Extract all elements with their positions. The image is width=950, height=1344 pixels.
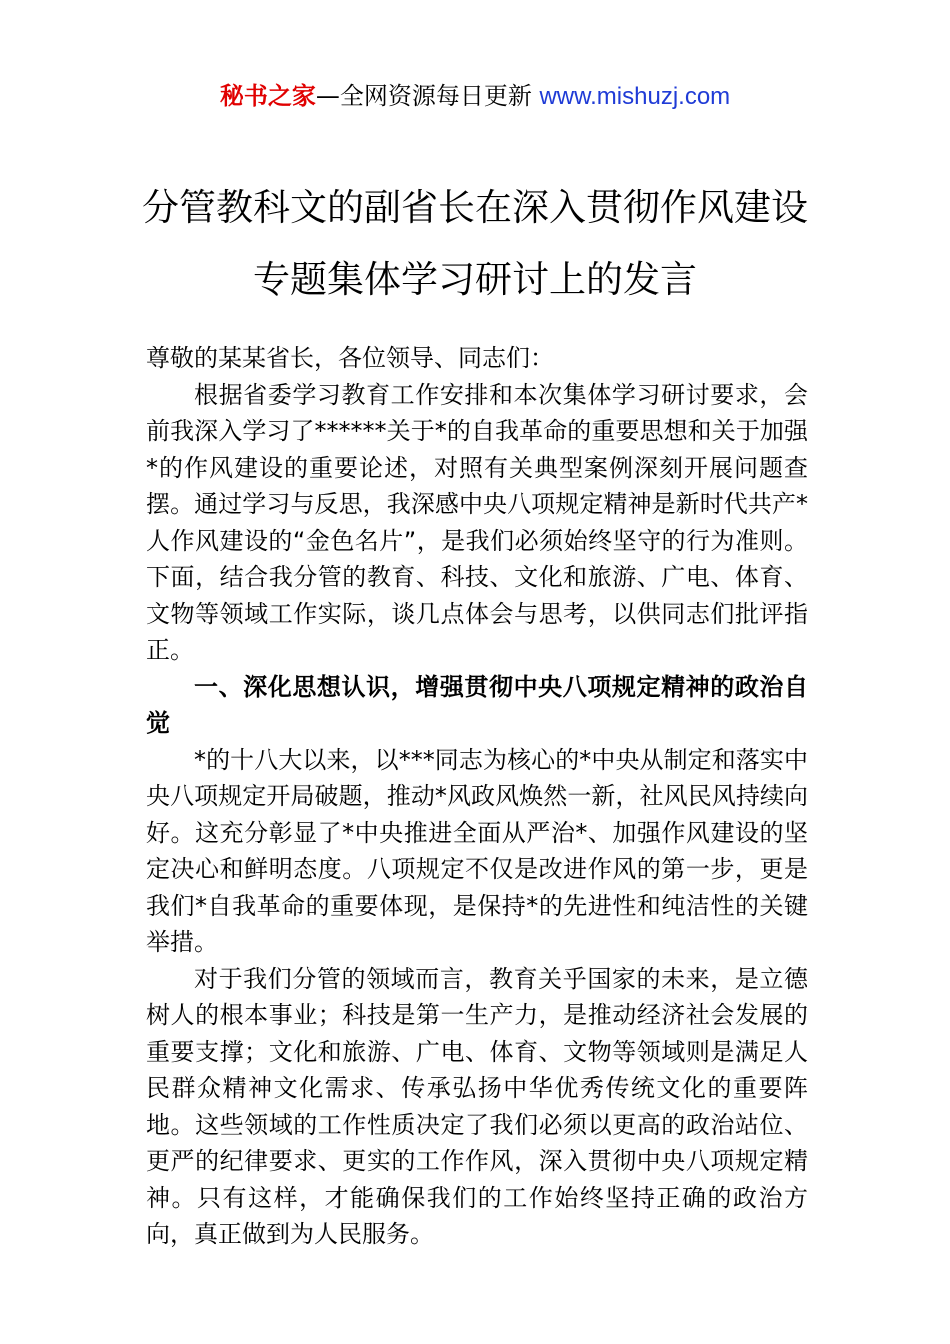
site-tagline: —全网资源每日更新	[315, 82, 540, 110]
document-title	[0, 172, 950, 316]
site-header	[0, 78, 950, 115]
site-brand: 秘书之家	[219, 82, 316, 110]
title-line-2: 专题集体学习研讨上的发言	[253, 258, 697, 301]
site-url-link[interactable]: www.mishuzj.com	[539, 83, 731, 110]
title-line-1: 分管教科文的副省长在深入贯彻作风建设	[142, 186, 808, 229]
body-paragraph: *的十八大以来，以***同志为核心的*中央从制定和落实中央八项规定开局破题，推动*风政风焕然一新，社风民风持续向好。这充分彰显了*中央推进全面从严治*、加强作风建设的坚定决心和鲜明态度。八项规定不仅是改进作风的第一步，更是我们*自我革命的重要体现，是保持*的先进性和纯洁性的关键举措。	[146, 745, 808, 956]
salutation: 尊敬的某某省长，各位领导、同志们：	[146, 344, 554, 372]
section-heading: 一、深化思想认识，增强贯彻中央八项规定精神的政治自觉	[146, 672, 808, 737]
body-paragraph: 对于我们分管的领域而言，教育关乎国家的未来，是立德树人的根本事业；科技是第一生产力，是推动经济社会发展的重要支撑；文化和旅游、广电、体育、文物等领域则是满足人民群众精神文化需求、传承弘扬中华优秀传统文化的重要阵地。这些领域的工作性质决定了我们必须以更高的政治站位、更严的纪律要求、更实的工作作风，深入贯彻中央八项规定精神。只有这样，才能确保我们的工作始终坚持正确的政治方向，真正做到为人民服务。	[146, 964, 808, 1248]
body-paragraph: 根据省委学习教育工作安排和本次集体学习研讨要求，会前我深入学习了******关于*的自我革命的重要思想和关于加强*的作风建设的重要论述，对照有关典型案例深刻开展问题查摆。通过学习与反思，我深感中央八项规定精神是新时代共产*人作风建设的“金色名片”，是我们必须始终坚守的行为准则。下面，结合我分管的教育、科技、文化和旅游、广电、体育、文物等领域工作实际，谈几点体会与思考，以供同志们批评指正。	[146, 380, 808, 664]
document-body	[146, 340, 808, 1253]
